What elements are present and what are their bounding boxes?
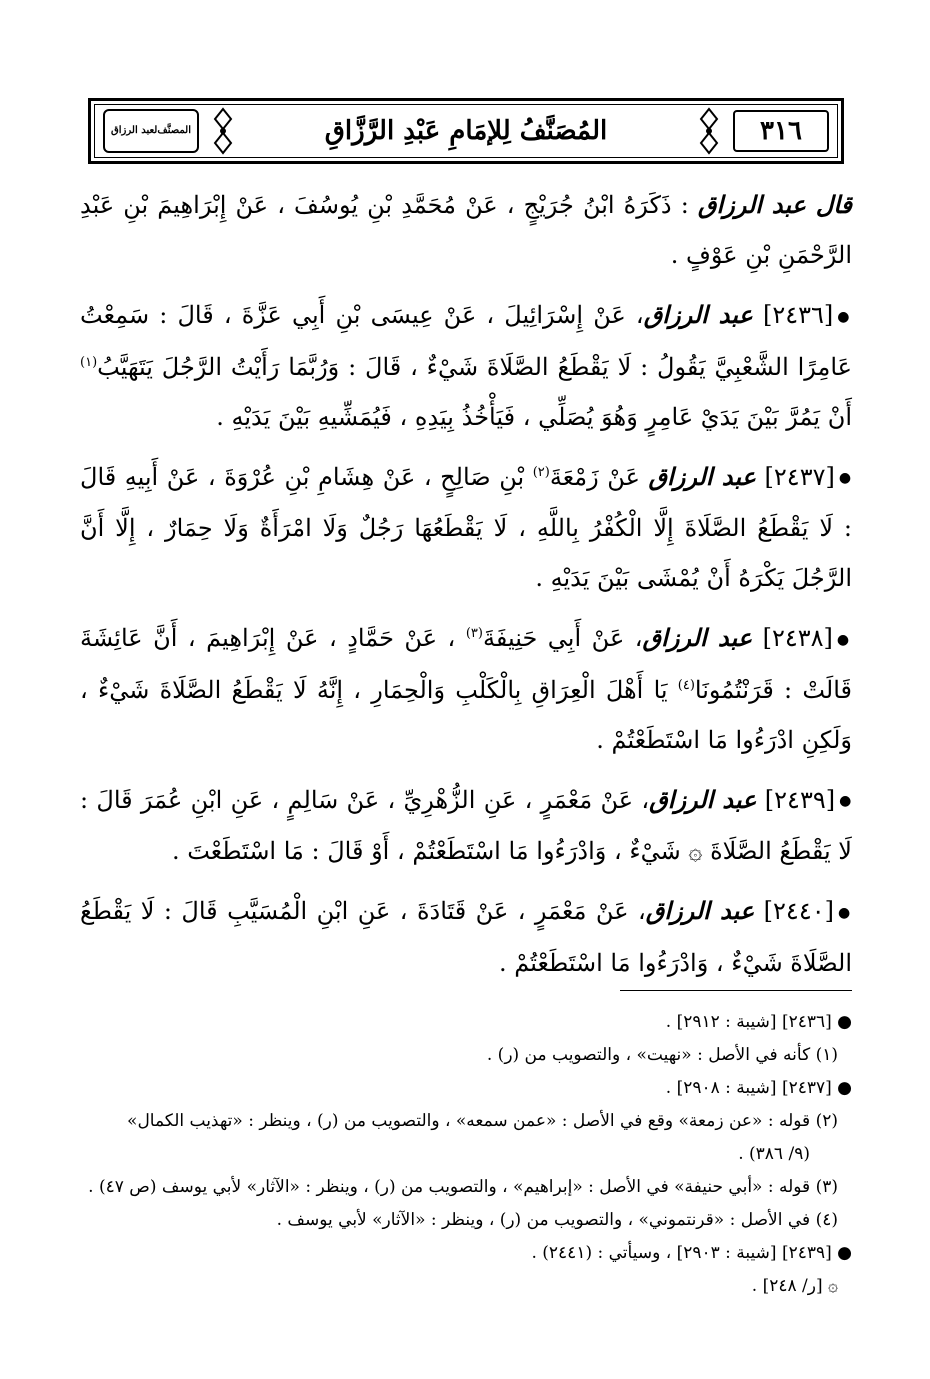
footnote-ref-2439 <box>80 1237 852 1270</box>
footnote-4: (٤) في الأصل : «قرنتموني» ، والتصويب من (ر) ، وينظر : «الآثار» لأبي يوسف . <box>276 1210 838 1230</box>
entry-lead: عبد الرزاق <box>643 300 753 329</box>
bullet-icon: ● <box>839 793 852 809</box>
entry-number: [٢٤٤٠] <box>763 897 834 925</box>
footnote-ref-2436 <box>80 1006 852 1039</box>
seal-frame <box>95 105 207 157</box>
entry-lead: عبد الرزاق <box>645 896 755 925</box>
entry-lead: عبد الرزاق <box>649 784 757 814</box>
footnote-ref[interactable]: (٤) <box>677 677 695 693</box>
main-text <box>80 180 852 998</box>
page-number: ٣١٦ <box>733 110 829 152</box>
footnote-ref[interactable]: (٣) <box>465 626 483 641</box>
seal-line-2: لعبد الرزاق <box>111 125 158 136</box>
entry-number: [٢٤٣٩] <box>764 785 836 814</box>
entry-text: بْنِ صَالِحٍ ، عَنْ هِشَامِ بْنِ عُرْوَةَ ، عَنْ أَبِيهِ قَالَ : لَا يَقْطَعُ الصَّلَاةَ إِلَّا الْكُفْرُ بِاللَّهِ ، لَا يَقْطَعُهَا رَجُلٌ وَلَا امْرَأَةٌ وَلَا حِمَارٌ ، إِلَّا أَنَّ الرَّجُلَ يَكْرَهُ أَنْ يُمْشَى بَيْنَ يَدَيْهِ . <box>80 462 852 592</box>
bullet-icon: ● <box>837 904 853 921</box>
entry-text: عَنْ زَمْعَةَ <box>549 462 649 491</box>
entry-text: أَنْ يَمُرَّ بَيْنَ يَدَيْ عَامِرٍ وَهُوَ يُصَلِّي ، فَيَأْخُذُ بِيَدِهِ ، فَيُمَشِّيهِ بَيْنَ يَدَيْهِ . <box>216 402 852 431</box>
hadith-entry-2436 <box>80 290 852 442</box>
bullet-icon: ● <box>831 1243 852 1263</box>
footnote-ref[interactable]: (١) <box>80 354 98 370</box>
bullet-icon: ● <box>837 308 852 325</box>
book-seal <box>103 109 199 153</box>
footnote-text: [٢٤٣٩] [شيبة : ٢٩٠٣] ، وسيأتي : (٢٤٤١) . <box>531 1243 832 1263</box>
ornament-knot-icon <box>211 105 235 157</box>
entry-text: ، عَنْ مَعْمَرٍ ، عَنْ قَتَادَةَ ، عَنِ ابْنِ الْمُسَيَّبِ قَالَ : لَا يَقْطَعُ الصَّلَاةَ شَيْءٌ ، وَادْرَءُوا مَا اسْتَطَعْتُمْ . <box>80 897 852 977</box>
footnote-ref-2437 <box>80 1072 852 1105</box>
seal-line-1: المصنَّف <box>157 125 191 136</box>
hadith-entry-2439 <box>80 775 852 877</box>
entry-text: يَا أَهْلَ الْعِرَاقِ بِالْكَلْبِ وَالْحِمَارِ ، إِنَّهُ لَا يَقْطَعُ الصَّلَاةَ شَيْءٌ ، وَلَكِنِ ادْرَءُوا مَا اسْتَطَعْتُمْ . <box>80 675 852 754</box>
footnote-2-continued: (٩/ ٣٨٦) . <box>738 1144 810 1164</box>
hadith-entry-2437 <box>80 452 852 604</box>
footnotes <box>80 1006 852 1303</box>
ornament-knot-icon <box>697 105 721 157</box>
entry-lead: عبد الرزاق <box>648 461 756 491</box>
bullet-icon: ● <box>838 470 852 486</box>
hadith-entry-2438 <box>80 613 852 765</box>
page-header <box>88 98 844 164</box>
running-title: المُصَنَّفُ لِلإمَامِ عَبْدِ الرَّزَّاقِ <box>324 116 608 146</box>
footnote-divider <box>620 990 852 991</box>
entry-text: ، عَنْ أَبِي حَنِيفَةَ <box>482 624 643 652</box>
intro-text: : ذَكَرَهُ ابْنُ جُرَيْجٍ ، عَنْ مُحَمَّدِ بْنِ يُوسُفَ ، عَنْ إِبْرَاهِيمَ بْنِ عَبْدِ الرَّحْمَنِ بْنِ عَوْفٍ . <box>80 191 852 269</box>
hadith-entry-2440 <box>80 886 852 988</box>
entry-lead: عبد الرزاق <box>642 623 753 652</box>
bullet-icon: ● <box>831 1012 852 1032</box>
entry-number: [٢٤٣٦] <box>762 301 834 329</box>
bullet-icon: ● <box>836 631 852 648</box>
page-number-frame <box>725 105 837 157</box>
intro-lead: قال عبد الرزاق <box>697 190 852 219</box>
manuscript-mark: ۞ <box>688 837 703 865</box>
footnote-manuscript-page: ۞ [ر/ ٢٤٨] . <box>751 1276 838 1296</box>
entry-number: [٢٤٣٧] <box>764 462 835 491</box>
entry-text: ، عَنْ حَمَّادٍ ، عَنْ إِبْرَاهِيمَ ، أَنَّ عَائِشَةَ قَالَتْ : قَرَنْتُمُونَا <box>80 624 852 704</box>
entry-text: ، عَنْ إِسْرَائِيلَ ، عَنْ عِيسَى بْنِ أَبِي عَزَّةَ ، قَالَ : سَمِعْتُ عَامِرًا الشَّعْبِيَّ يَقُولُ : لَا يَقْطَعُ الصَّلَاةَ شَيْءٌ ، قَالَ : وَرُبَّمَا رَأَيْتُ الرَّجُلَ يَتَهَيَّبُ <box>80 301 852 381</box>
footnote-2: (٢) قوله : «عن زمعة» وقع في الأصل : «عمن سمعه» ، والتصويب من (ر) ، وينظر : «تهذيب الكمال» <box>127 1111 838 1131</box>
intro-paragraph <box>80 180 852 280</box>
footnote-3: (٣) قوله : «أبي حنيفة» في الأصل : «إبراهيم» ، والتصويب من (ر) ، وينظر : «الآثار» لأبي يوسف (ص ٤٧) . <box>88 1177 838 1197</box>
entry-text: ، عَنْ مَعْمَرٍ ، عَنِ الزُّهْرِيِّ ، عَنْ سَالِمٍ ، عَنِ ابْنِ عُمَرَ قَالَ : لَا يَقْطَعُ الصَّلَاةَ <box>80 785 852 865</box>
footnote-1: (١) كأنه في الأصل : «نهيت» ، والتصويب من (ر) . <box>486 1045 838 1065</box>
bullet-icon: ● <box>831 1078 852 1098</box>
entry-number: [٢٤٣٨] <box>762 624 833 652</box>
footnote-text: [٢٤٣٦] [شيبة : ٢٩١٢] . <box>665 1012 832 1032</box>
footnote-text: [٢٤٣٧] [شيبة : ٢٩٠٨] . <box>665 1078 832 1098</box>
footnote-ref[interactable]: (٢) <box>532 464 550 480</box>
entry-text: شَيْءٌ ، وَادْرَءُوا مَا اسْتَطَعْتُمْ ، أَوْ قَالَ : مَا اسْتَطَعْتَ . <box>171 837 689 865</box>
